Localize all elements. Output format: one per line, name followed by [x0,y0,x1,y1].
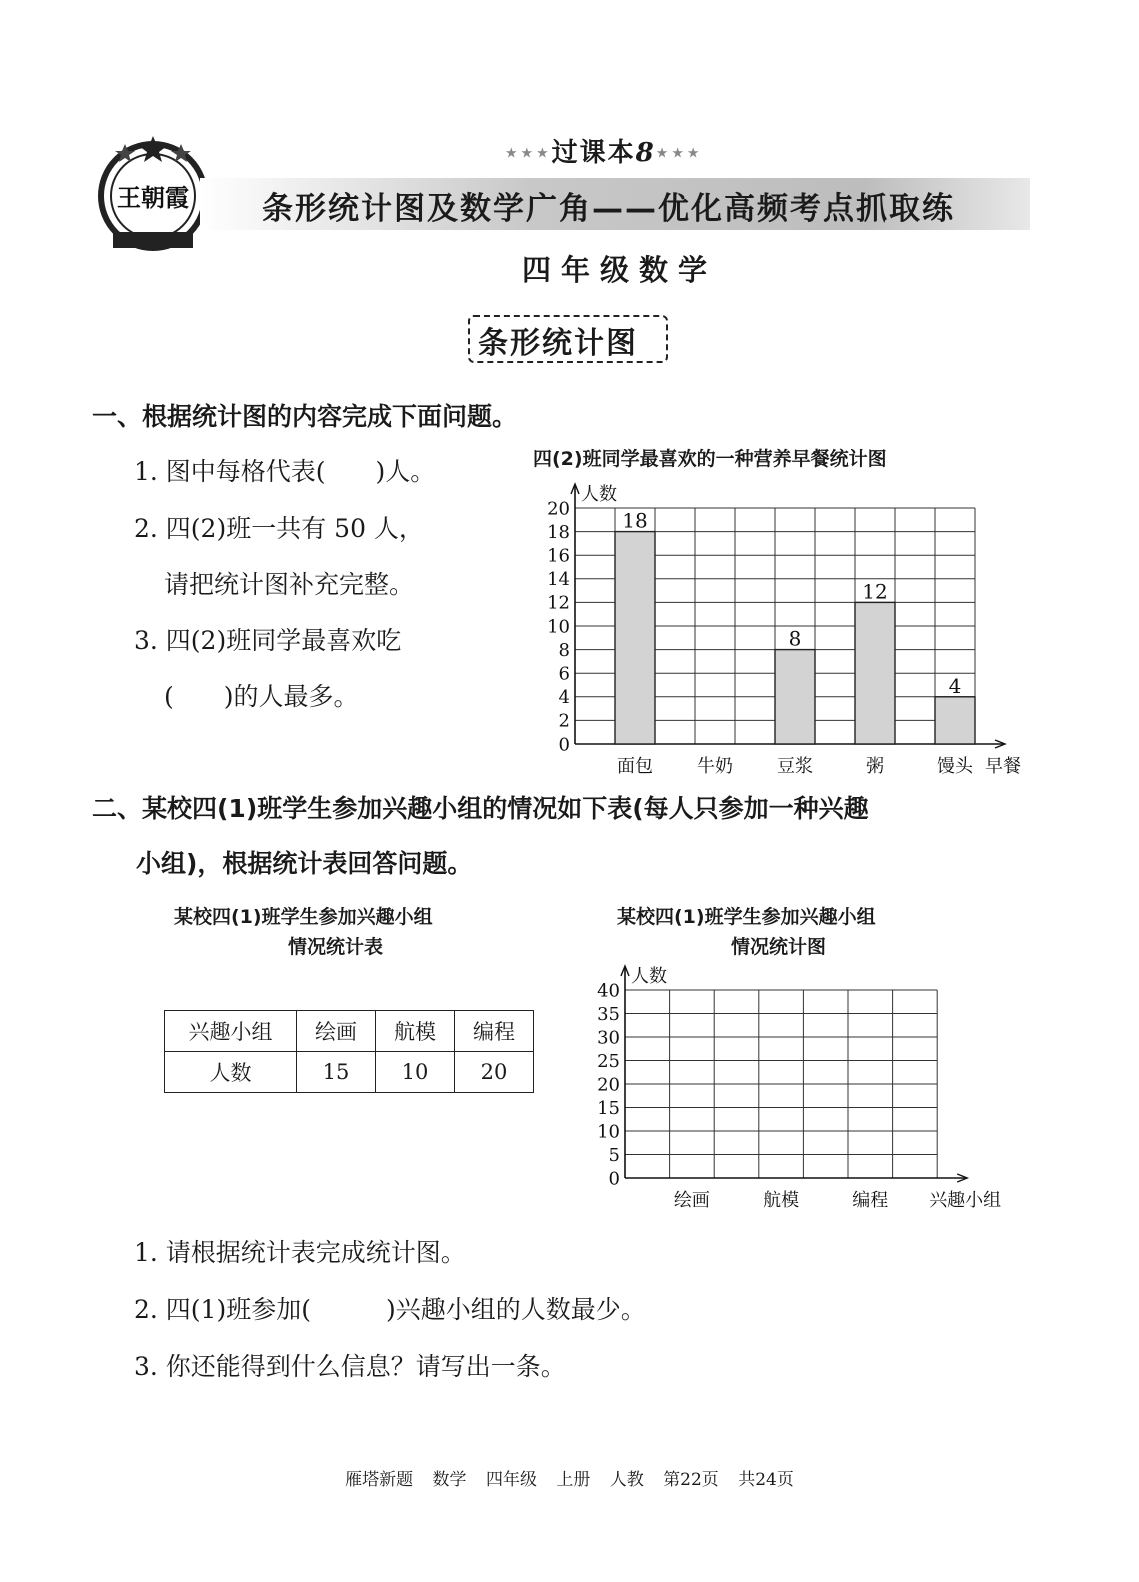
q1-item-2b: 请把统计图补充完整。 [164,570,415,599]
q2-item-3: 3. 你还能得到什么信息？请写出一条。 [134,1352,566,1381]
y-tick-label: 35 [597,1003,620,1025]
chart2-title-line1: 某校四(1)班学生参加兴趣小组 [617,906,876,928]
y-tick-label: 5 [608,1144,620,1166]
q2-item-2: 2. 四(1)班参加( )兴趣小组的人数最少。 [134,1295,646,1324]
y-tick-label: 40 [597,980,620,1002]
y-tick-label: 14 [547,569,570,591]
table-cell: 20 [455,1052,534,1093]
x-category-label: 面包 [617,756,653,777]
x-category-label: 馒头 [937,756,973,777]
table-cell: 航模 [376,1011,455,1052]
bar [855,602,895,744]
y-tick-label: 0 [608,1168,620,1190]
table-row [165,1011,534,1052]
grade-subject: 四年级数学 [522,253,718,287]
y-tick-label: 20 [547,498,570,520]
logo-text: 王朝霞 [117,183,189,212]
footer [0,1465,1139,1490]
x-category-label: 航模 [763,1190,800,1210]
y-tick-label: 20 [597,1074,620,1096]
y-tick-label: 8 [558,639,570,661]
table-cell: 15 [297,1052,376,1093]
q2-item-1: 1. 请根据统计表完成统计图。 [134,1238,466,1267]
series-label [505,132,702,169]
q1-item-1: 1. 图中每格代表( )人。 [134,457,436,486]
x-category-label: 粥 [866,756,884,777]
q1-item-3: 3. 四(2)班同学最喜欢吃 [134,626,402,655]
table-title-line1: 某校四(1)班学生参加兴趣小组 [174,906,433,928]
table-cell: 10 [376,1052,455,1093]
bar-data-label: 12 [862,579,888,604]
y-tick-label: 2 [558,710,570,732]
footer-item: 人教 [609,1470,644,1490]
q1-item-3b: ( )的人最多。 [164,682,359,711]
table-cell: 人数 [165,1052,297,1093]
x-category-label: 豆浆 [777,756,813,777]
q1-heading: 一、根据统计图的内容完成下面问题。 [92,402,518,431]
x-category-label: 绘画 [673,1190,710,1210]
publisher-logo [95,128,215,253]
bar-data-label: 8 [788,626,802,651]
y-tick-label: 4 [558,687,570,709]
x-axis-label: 兴趣小组 [929,1190,1002,1210]
table-row [165,1052,534,1093]
section-title: 条形统计图 [478,326,638,361]
chart2 [570,960,1020,1210]
footer-item: 上册 [556,1470,591,1490]
x-category-label: 牛奶 [697,756,733,777]
q2-heading-line2: 小组)，根据统计表回答问题。 [136,849,473,878]
y-tick-label: 12 [547,592,570,614]
table-cell: 绘画 [297,1011,376,1052]
y-tick-label: 16 [547,545,570,567]
bar-data-label: 18 [622,508,648,533]
interest-group-table [164,1010,534,1093]
y-tick-label: 10 [597,1121,620,1143]
table-cell: 兴趣小组 [165,1011,297,1052]
x-axis-label: 早餐 [985,756,1021,777]
x-category-label: 编程 [852,1190,889,1210]
banner-title: 条形统计图及数学广角——优化高频考点抓取练 [262,191,955,227]
y-tick-label: 15 [597,1097,620,1119]
footer-item: 共24页 [738,1470,794,1490]
bar [775,650,815,744]
y-tick-label: 25 [597,1050,620,1072]
footer-item: 四年级 [485,1470,537,1490]
chart1-title: 四(2)班同学最喜欢的一种营养早餐统计图 [533,448,887,470]
star-icon: ★★★ [505,145,552,162]
bar [615,532,655,744]
q2-heading-line1: 二、某校四(1)班学生参加兴趣小组的情况如下表(每人只参加一种兴趣 [92,794,869,823]
footer-item: 雁塔新题 [345,1470,414,1490]
y-tick-label: 30 [597,1027,620,1049]
footer-item: 数学 [432,1470,467,1490]
series-text: 过课本 [551,138,636,168]
y-tick-label: 10 [547,616,570,638]
footer-item: 第22页 [663,1470,719,1490]
y-axis-label: 人数 [631,966,667,987]
table-cell: 编程 [455,1011,534,1052]
chart1 [530,470,1050,780]
y-tick-label: 6 [558,663,570,685]
bar-data-label: 4 [948,673,962,698]
y-tick-label: 18 [547,521,570,543]
series-number: 8 [635,138,656,168]
y-tick-label: 0 [558,734,570,756]
bar [935,697,975,744]
q1-item-2: 2. 四(2)班一共有 50 人， [134,514,424,543]
chart2-title-line2: 情况统计图 [731,936,827,958]
star-icon: ★★★ [655,145,703,162]
y-axis-label: 人数 [581,484,617,505]
table-title-line2: 情况统计表 [288,936,384,958]
